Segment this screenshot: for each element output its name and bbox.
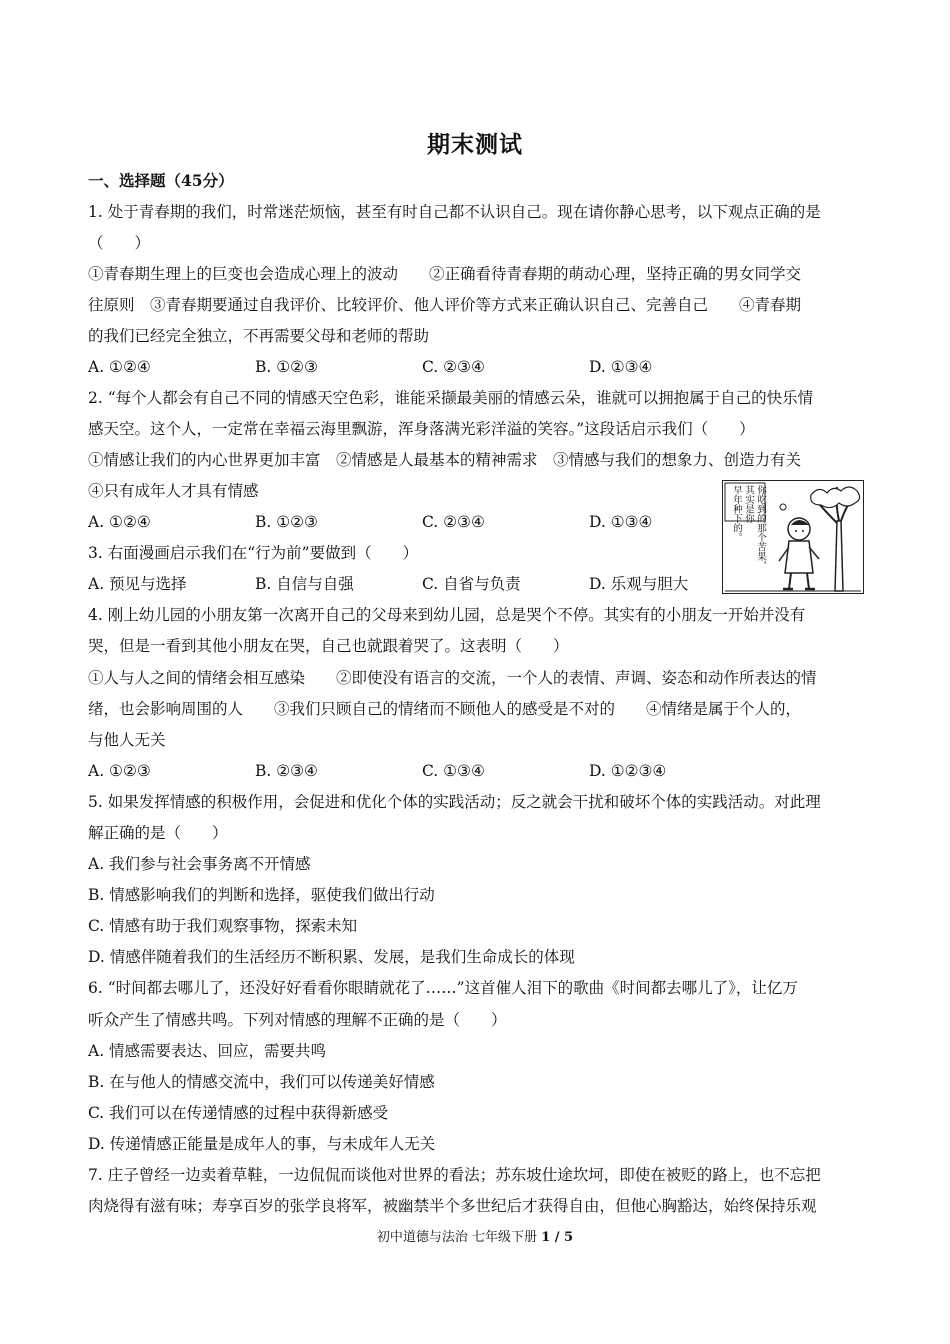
option-a: A. 我们参与社会事务离不开情感 — [88, 855, 311, 873]
option-a: A. 预见与选择 — [88, 575, 187, 593]
option-d: D. 情感伴随着我们的生活经历不断积累、发展，是我们生命成长的体现 — [88, 948, 575, 966]
question-1-stem: 1. 处于青春期的我们，时常迷茫烦恼，甚至有时自己都不认识自己。现在请你静心思考，以下观点正确的是 — [88, 203, 821, 221]
option-c: C. ②③④ — [422, 513, 485, 531]
option-a: A. ①②④ — [88, 513, 151, 531]
option-c: C. 我们可以在传递情感的过程中获得新感受 — [88, 1104, 389, 1122]
option-d: D. 传递情感正能量是成年人的事，与未成年人无关 — [88, 1135, 436, 1153]
question-2-stem: 感天空。这个人，一定常在幸福云海里飘游，浑身落满光彩洋溢的笑容。”这段话启示我们（ ） — [88, 420, 755, 438]
option-d: D. ①②③④ — [589, 762, 667, 780]
question-5-stem: 解正确的是（ ） — [88, 824, 228, 842]
option-b: B. ②③④ — [255, 762, 318, 780]
option-a: A. ①②③ — [88, 762, 151, 780]
question-7-stem: 肉烧得有滋有味；寿享百岁的张学良将军，被幽禁半个多世纪后才获得自由，但他心胸豁达，始终保持乐观 — [88, 1197, 817, 1215]
page-number: 1 / 5 — [541, 1230, 574, 1245]
section-heading: 一、选择题（45分） — [88, 171, 234, 190]
option-a: A. ①②④ — [88, 358, 151, 376]
cartoon-caption: 其实是你 — [743, 485, 754, 523]
option-a: A. 情感需要表达、回应，需要共鸣 — [88, 1042, 327, 1060]
question-4-stem: 哭，但是一看到其他小朋友在哭，自己也就跟着哭了。这表明（ ） — [88, 637, 569, 655]
question-1-statements: 往原则 ③青春期要通过自我评价、比较评价、他人评价等方式来正确认识自己、完善自己 ④青春期 — [88, 296, 802, 314]
question-4-statements: 与他人无关 — [88, 731, 166, 749]
question-5-stem: 5. 如果发挥情感的积极作用，会促进和优化个体的实践活动；反之就会干扰和破坏个体的实践活动。对此理 — [88, 793, 821, 811]
answer-bracket: （ ） — [88, 234, 151, 252]
question-4-stem: 4. 刚上幼儿园的小朋友第一次离开自己的父母来到幼儿园，总是哭个不停。其实有的小朋友一开始并没有 — [88, 606, 806, 624]
question-1-statements: 的我们已经完全独立，不再需要父母和老师的帮助 — [88, 327, 430, 345]
option-b: B. ①②③ — [255, 358, 318, 376]
cartoon-caption: 早年种下的。 — [731, 485, 742, 542]
footer-subject: 初中道德与法治 七年级下册 — [376, 1230, 538, 1245]
question-6-stem: 听众产生了情感共鸣。下列对情感的理解不正确的是（ ） — [88, 1011, 507, 1029]
cartoon-caption: 你吃到的那个苦果， — [755, 485, 766, 571]
question-6-stem: 6. “时间都去哪儿了，还没好好看看你眼睛就花了……”这首催人泪下的歌曲《时间都去哪儿了》，让亿万 — [88, 979, 798, 997]
option-b: B. 自信与自强 — [255, 575, 354, 593]
question-4-statements: ①人与人之间的情绪会相互感染 ②即使没有语言的交流，一个人的表情、声调、姿态和动作所表达的情 — [88, 669, 817, 687]
option-b: B. 情感影响我们的判断和选择，驱使我们做出行动 — [88, 886, 435, 904]
option-c: C. 情感有助于我们观察事物，探索未知 — [88, 917, 358, 935]
option-c: C. 自省与负责 — [422, 575, 521, 593]
option-b: B. 在与他人的情感交流中，我们可以传递美好情感 — [88, 1073, 435, 1091]
question-2-statements: ④只有成年人才具有情感 — [88, 482, 259, 500]
page-title: 期末测试 — [427, 131, 523, 158]
question-2-stem: 2. “每个人都会有自己不同的情感天空色彩，谁能采撷最美丽的情感云朵，谁就可以拥抱属于自己的快乐情 — [88, 389, 814, 407]
question-1-statements: ①青春期生理上的巨变也会造成心理上的波动 ②正确看待青春期的萌动心理，坚持正确的男女同学交 — [88, 265, 802, 283]
question-4-statements: 绪，也会影响周围的人 ③我们只顾自己的情绪而不顾他人的感受是不对的 ④情绪是属于个人的， — [88, 700, 802, 718]
option-d: D. 乐观与胆大 — [589, 575, 689, 593]
question-2-statements: ①情感让我们的内心世界更加丰富 ②情感是人最基本的精神需求 ③情感与我们的想象力、创造力有关 — [88, 451, 802, 469]
option-d: D. ①③④ — [589, 513, 653, 531]
question-3-stem: 3. 右面漫画启示我们在“行为前”要做到（ ） — [88, 544, 419, 562]
option-b: B. ①②③ — [255, 513, 318, 531]
page-footer — [0, 1226, 950, 1245]
cartoon-image — [722, 480, 864, 594]
option-c: C. ①③④ — [422, 762, 485, 780]
option-c: C. ②③④ — [422, 358, 485, 376]
question-7-stem: 7. 庄子曾经一边卖着草鞋，一边侃侃而谈他对世界的看法；苏东坡仕途坎坷，即使在被贬的路上，也不忘把 — [88, 1166, 821, 1184]
option-d: D. ①③④ — [589, 358, 653, 376]
